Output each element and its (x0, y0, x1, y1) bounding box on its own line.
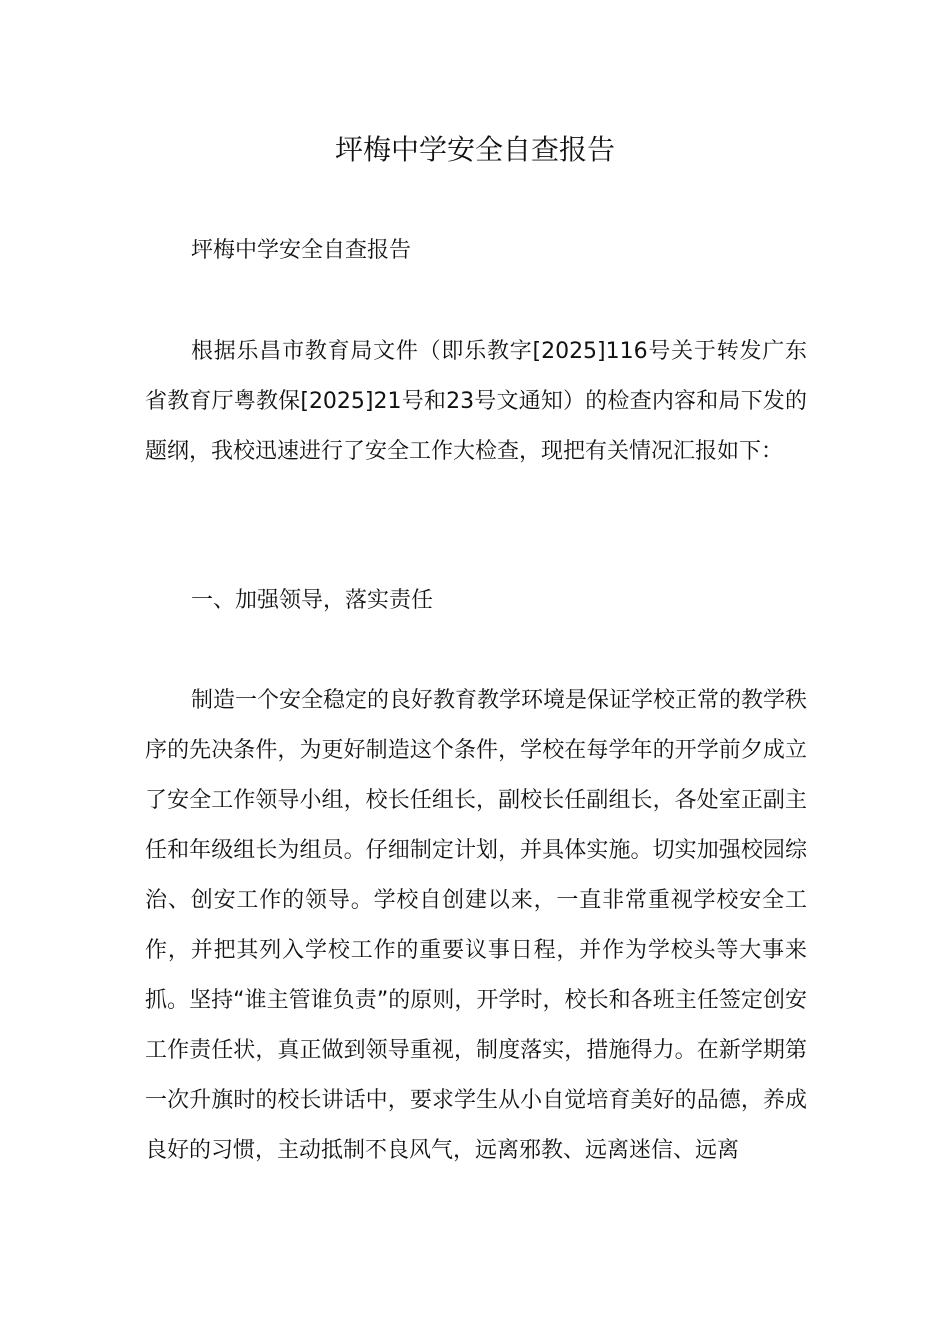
intro-paragraph: 根据乐昌市教育局文件（即乐教字[2025]116号关于转发广东省教育厅粤教保[2025]21号和23号文通知）的检查内容和局下发的题纲，我校迅速进行了安全工作大检查，现把有关情况汇报如下： (145, 339, 807, 464)
document-subtitle: 坪梅中学安全自查报告 (191, 238, 412, 263)
section-heading: 一、加强领导，落实责任 (191, 588, 434, 613)
document-title: 坪梅中学安全自查报告 (334, 133, 615, 166)
section-body-paragraph: 制造一个安全稳定的良好教育教学环境是保证学校正常的教学秩序的先决条件，为更好制造这个条件，学校在每学年的开学前夕成立了安全工作领导小组，校长任组长，副校长任副组长，各处室正副主任和年级组长为组员。仔细制定计划，并具体实施。切实加强校园综治、创安工作的领导。学校自创建以来，一直非常重视学校安全工作，并把其列入学校工作的重要议事日程，并作为学校头等大事来抓。坚持“谁主管谁负责”的原则，开学时，校长和各班主任签定创安工作责任状，真正做到领导重视，制度落实，措施得力。在新学期第一次升旗时的校长讲话中，要求学生从小自觉培育美好的品德，养成良好的习惯，主动抵制不良风气，远离邪教、远离迷信、远离 (145, 688, 808, 1163)
